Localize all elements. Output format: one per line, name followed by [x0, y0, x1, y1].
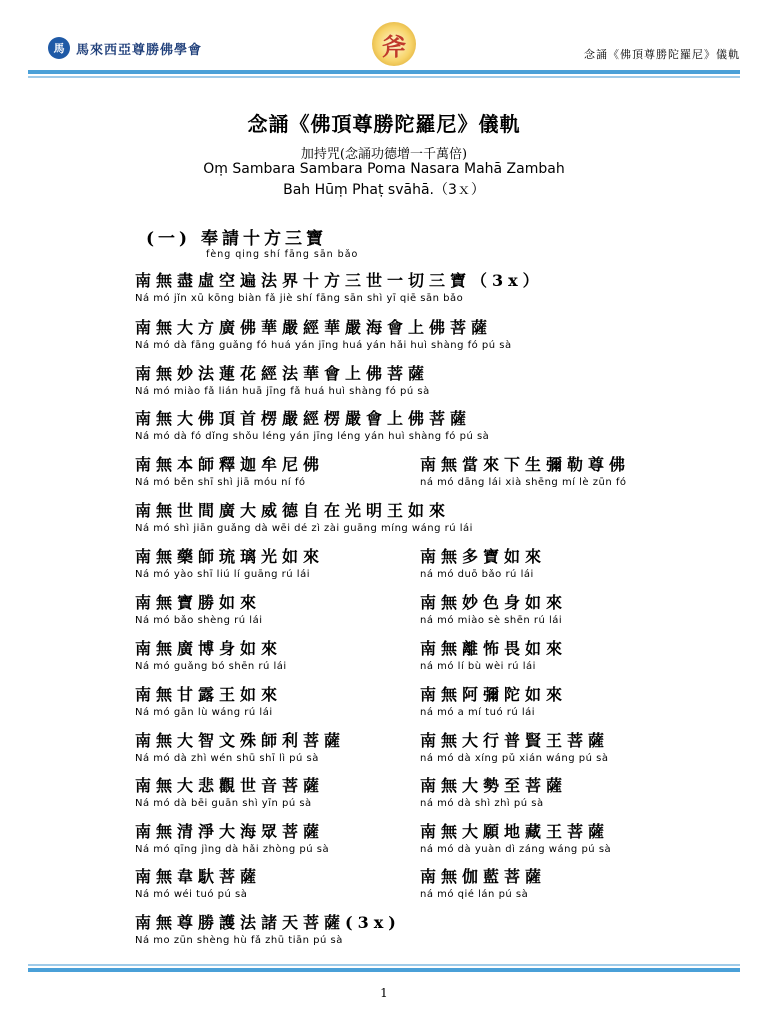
chant-chinese: 南無阿彌陀如來: [420, 685, 568, 704]
chant-pinyin: ná mó duō bǎo rú lái: [420, 569, 534, 580]
chant-line: [135, 361, 430, 397]
chant-pinyin: ná mó qié lán pú sà: [420, 889, 529, 900]
chant-chinese: 南無伽藍菩薩: [420, 867, 547, 886]
chant-right: [420, 773, 567, 809]
chant-pinyin: Ná mó yào shī liú lí guāng rú lái: [135, 569, 310, 580]
footer-rule: [28, 968, 740, 972]
page-header: [0, 0, 768, 80]
chant-pinyin: ná mó dà yuàn dì záng wáng pú sà: [420, 844, 612, 855]
header-rule: [28, 70, 740, 74]
chant-left: [135, 728, 345, 764]
chant-line: [135, 498, 473, 534]
chant-right: [420, 452, 630, 488]
chant-chinese: 南無大悲觀世音菩薩: [135, 776, 325, 795]
subtitle: 加持咒(念誦功德增一千萬倍): [300, 147, 468, 162]
chant-right: [420, 636, 567, 672]
chant-left: [135, 773, 324, 809]
chant-pinyin: Ná mó miào fǎ lián huā jīng fǎ huá huì shàng fó pú sà: [135, 386, 430, 397]
chant-pinyin: Ná mó qīng jìng dà hǎi zhòng pú sà: [135, 844, 330, 855]
chant-line: [135, 315, 512, 351]
chant-chinese: 南無韋馱菩薩: [135, 867, 262, 886]
chant-pinyin: Ná mó guǎng bó shēn rú lái: [135, 661, 287, 672]
chant-left: [135, 590, 262, 626]
chant-right: [420, 819, 611, 855]
organization-name: 馬來西亞尊勝佛學會: [76, 42, 203, 58]
chant-pinyin: Ná mó dà bēi guān shì yīn pú sà: [135, 798, 312, 809]
chant-pinyin: Ná mó gān lù wáng rú lái: [135, 707, 273, 718]
chant-chinese: 南無尊勝護法諸天菩薩(3x): [135, 913, 401, 932]
running-title: 念誦《佛頂尊勝陀羅尼》儀軌: [584, 48, 740, 61]
chant-chinese: 南無盡虛空遍法界十方三世一切三寶（3x）: [135, 271, 544, 290]
chant-pinyin: ná mó dà xíng pǔ xián wáng pú sà: [420, 753, 609, 764]
chant-pinyin: Ná mó shì jiān guǎng dà wēi dé zì zài guāng míng wáng rú lái: [135, 523, 473, 534]
chant-chinese: 南無寶勝如來: [135, 593, 262, 612]
chant-chinese: 南無甘露王如來: [135, 685, 283, 704]
chant-right: [420, 544, 546, 580]
chant-pinyin: ná mó dà shì zhì pú sà: [420, 798, 544, 809]
chant-left: [135, 682, 282, 718]
chant-chinese: 南無妙法蓮花經法華會上佛菩薩: [135, 364, 430, 383]
page-number: 1: [380, 986, 388, 1000]
section-pinyin: fèng qing shí fāng sān bǎo: [206, 249, 359, 260]
chant-left: [135, 452, 324, 488]
section-heading: (一) 奉請十方三寶: [146, 229, 328, 249]
chant-line: [135, 910, 401, 946]
emblem-icon: 斧: [372, 22, 416, 66]
page-title: 念誦《佛頂尊勝陀羅尼》儀軌: [247, 112, 521, 136]
chant-chinese: 南無廣博身如來: [135, 639, 283, 658]
chant-left: [135, 636, 287, 672]
chant-right: [420, 728, 609, 764]
chant-pinyin: Ná mó dà fāng guǎng fó huá yán jīng huá yán hǎi huì shàng fó pú sà: [135, 340, 512, 351]
chant-pinyin: Ná mo zūn shèng hù fǎ zhū tiān pú sà: [135, 935, 343, 946]
chant-chinese: 南無大願地藏王菩薩: [420, 822, 610, 841]
chant-chinese: 南無當來下生彌勒尊佛: [420, 455, 631, 474]
chant-right: [420, 682, 567, 718]
chant-right: [420, 590, 567, 626]
chant-left: [135, 864, 261, 900]
chant-pinyin: Ná mó bǎo shèng rú lái: [135, 615, 263, 626]
chant-pinyin: ná mó dāng lái xià shēng mí lè zūn fó: [420, 477, 627, 488]
chant-chinese: 南無藥師琉璃光如來: [135, 547, 325, 566]
chant-chinese: 南無大智文殊師利菩薩: [135, 731, 346, 750]
chant-pinyin: ná mó a mí tuó rú lái: [420, 707, 536, 718]
chant-chinese: 南無妙色身如來: [420, 593, 568, 612]
chant-chinese: 南無本師釋迦牟尼佛: [135, 455, 325, 474]
chant-line: [135, 406, 489, 442]
chant-pinyin: ná mó miào sè shēn rú lái: [420, 615, 563, 626]
chant-chinese: 南無多寶如來: [420, 547, 547, 566]
chant-chinese: 南無大行普賢王菩薩: [420, 731, 610, 750]
chant-chinese: 南無世間廣大威德自在光明王如來: [135, 501, 451, 520]
chant-pinyin: Ná mó dà fó dǐng shǒu léng yán jīng léng yán huì shàng fó pú sà: [135, 431, 490, 442]
header-rule-thin: [28, 76, 740, 78]
chant-pinyin: ná mó lí bù wèi rú lái: [420, 661, 536, 672]
chant-chinese: 南無清淨大海眾菩薩: [135, 822, 325, 841]
chant-chinese: 南無大佛頂首楞嚴經楞嚴會上佛菩薩: [135, 409, 472, 428]
chant-line: [135, 268, 544, 304]
organization: [48, 37, 202, 59]
footer-rule-thin: [28, 964, 740, 966]
chant-left: [135, 544, 324, 580]
chant-left: [135, 819, 329, 855]
mantra-line-2: Bah Hūṃ Phaṭ svāhā.（3ｘ）: [283, 182, 485, 198]
chant-right: [420, 864, 546, 900]
organization-logo: 馬: [48, 37, 70, 59]
chant-pinyin: Ná mó běn shī shì jiā móu ní fó: [135, 477, 306, 488]
chant-chinese: 南無離怖畏如來: [420, 639, 568, 658]
chant-chinese: 南無大方廣佛華嚴經華嚴海會上佛菩薩: [135, 318, 493, 337]
chant-pinyin: Ná mó wéi tuó pú sà: [135, 889, 248, 900]
chant-chinese: 南無大勢至菩薩: [420, 776, 568, 795]
chant-pinyin: Ná mó dà zhì wén shū shī lì pú sà: [135, 753, 319, 764]
chant-pinyin: Ná mó jǐn xū kōng biàn fǎ jiè shí fāng sān shì yī qiē sān bǎo: [135, 293, 464, 304]
mantra-line-1: Oṃ Sambara Sambara Poma Nasara Mahā Zambah: [203, 161, 565, 177]
